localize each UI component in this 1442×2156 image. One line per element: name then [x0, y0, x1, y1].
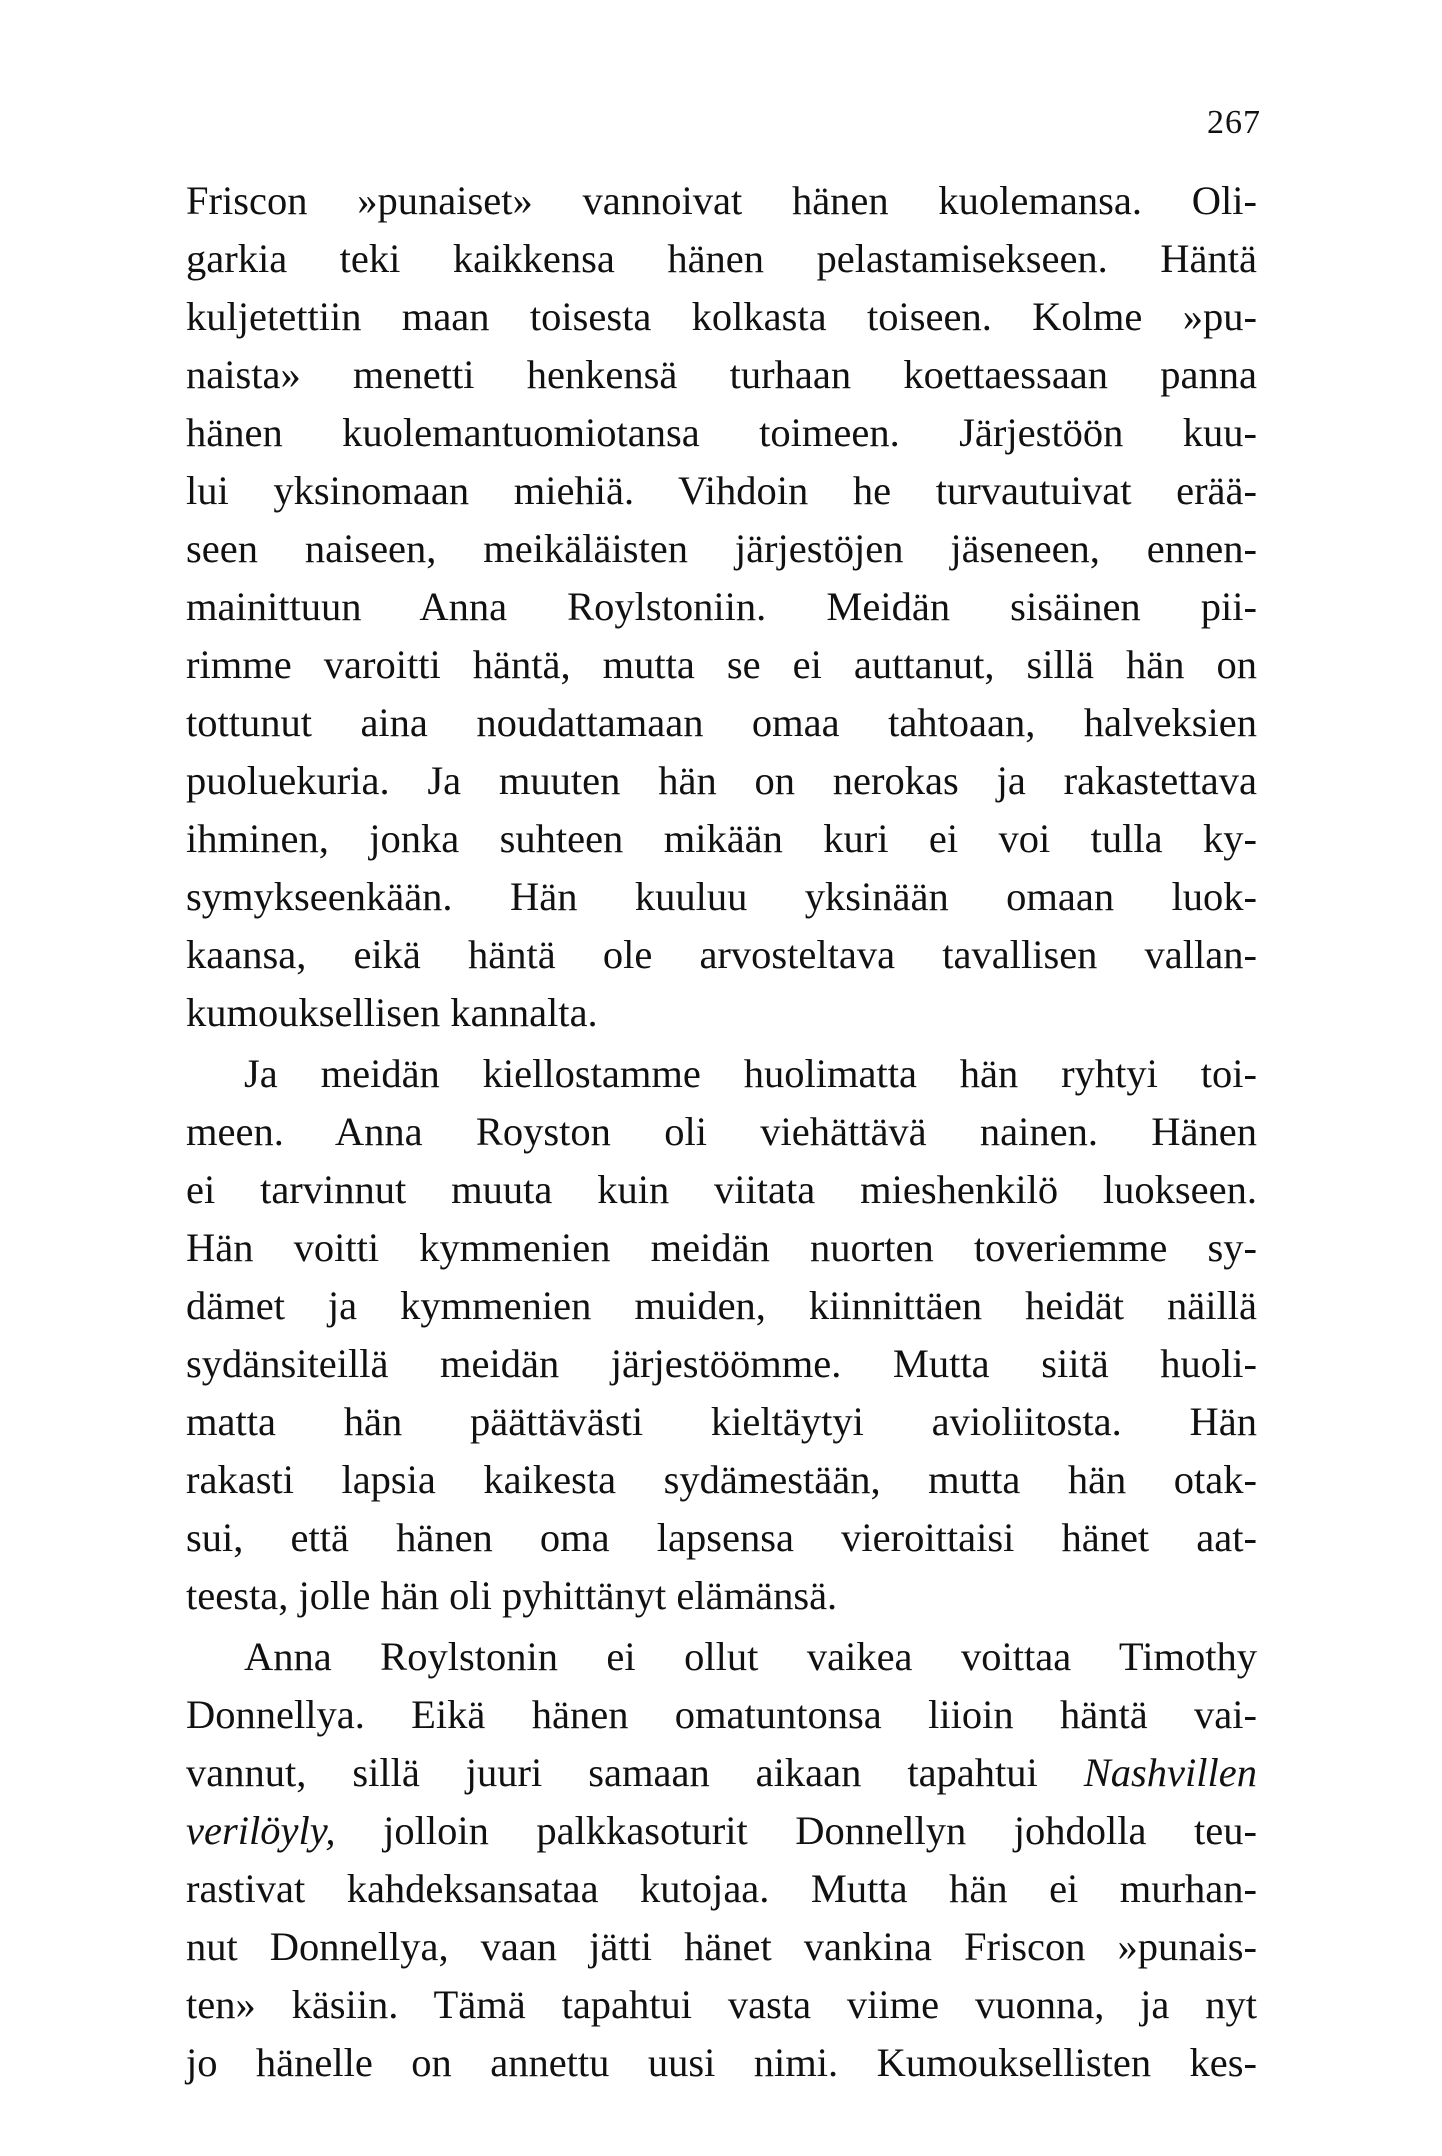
text-line: Hän voitti kymmenien meidän nuorten toveriemme sy- [186, 1225, 1257, 1270]
text-segment: jolloin palkkasoturit Donnellyn johdolla teu- [383, 1808, 1257, 1853]
text-line: naista» menetti henkensä turhaan koettaessaan panna [186, 352, 1257, 397]
text-line: kaansa, eikä häntä ole arvosteltava tavallisen vallan- [186, 932, 1257, 977]
italic-text: Nashvillen [1083, 1750, 1258, 1795]
text-line: nut Donnellya, vaan jätti hänet vankina Friscon »punais- [186, 1924, 1257, 1969]
text-line: symykseenkään. Hän kuuluu yksinään omaan luok- [186, 874, 1257, 919]
text-line: ihminen, jonka suhteen mikään kuri ei voi tulla ky- [186, 816, 1257, 861]
text-line: Donnellya. Eikä hänen omatuntonsa liioin häntä vai- [186, 1692, 1257, 1737]
text-line: matta hän päättävästi kieltäytyi avioliitosta. Hän [186, 1399, 1257, 1444]
text-line: seen naiseen, meikäläisten järjestöjen jäseneen, ennen- [186, 526, 1257, 571]
text-line: sui, että hänen oma lapsensa vieroittaisi hänet aat- [186, 1515, 1257, 1560]
text-line: sydänsiteillä meidän järjestöömme. Mutta siitä huoli- [186, 1341, 1257, 1386]
text-line: Friscon »punaiset» vannoivat hänen kuolemansa. Oli- [186, 178, 1257, 223]
italic-text: verilöyly, [186, 1808, 336, 1853]
text-segment: vannut, sillä juuri samaan aikaan tapahtui [186, 1750, 1038, 1795]
text-line: rakasti lapsia kaikesta sydämestään, mutta hän otak- [186, 1457, 1257, 1502]
text-line: Anna Roylstonin ei ollut vaikea voittaa Timothy [244, 1634, 1257, 1679]
text-line: puoluekuria. Ja muuten hän on nerokas ja rakastettava [186, 758, 1257, 803]
text-line: jo hänelle on annettu uusi nimi. Kumouksellisten kes- [186, 2040, 1257, 2085]
text-line: kuljetettiin maan toisesta kolkasta toiseen. Kolme »pu- [186, 294, 1257, 339]
paragraph-3 [186, 1628, 1257, 2092]
text-line: meen. Anna Royston oli viehättävä nainen. Hänen [186, 1109, 1257, 1154]
text-line: dämet ja kymmenien muiden, kiinnittäen heidät näillä [186, 1283, 1257, 1328]
text-line: lui yksinomaan miehiä. Vihdoin he turvautuivat erää- [186, 468, 1257, 513]
text-line [186, 1802, 1257, 1860]
text-line: kumouksellisen kannalta. [186, 990, 598, 1035]
text-line: Ja meidän kiellostamme huolimatta hän ryhtyi toi- [244, 1051, 1257, 1096]
text-line: mainittuun Anna Roylstoniin. Meidän sisäinen pii- [186, 584, 1257, 629]
body-text [186, 172, 1257, 2092]
text-line: ten» käsiin. Tämä tapahtui vasta viime vuonna, ja nyt [186, 1982, 1257, 2027]
text-line: garkia teki kaikkensa hänen pelastamisekseen. Häntä [186, 236, 1257, 281]
text-line: tottunut aina noudattamaan omaa tahtoaan, halveksien [186, 700, 1257, 745]
text-line: ei tarvinnut muuta kuin viitata mieshenkilö luokseen. [186, 1167, 1257, 1212]
page-number: 267 [1207, 104, 1261, 141]
text-line: teesta, jolle hän oli pyhittänyt elämänsä. [186, 1573, 838, 1618]
text-line [186, 1744, 1257, 1802]
text-line: rimme varoitti häntä, mutta se ei auttanut, sillä hän on [186, 642, 1257, 687]
text-line: hänen kuolemantuomiotansa toimeen. Järjestöön kuu- [186, 410, 1257, 455]
paragraph-2 [186, 1045, 1257, 1625]
paragraph-1 [186, 172, 1257, 1042]
text-line: rastivat kahdeksansataa kutojaa. Mutta hän ei murhan- [186, 1866, 1257, 1911]
